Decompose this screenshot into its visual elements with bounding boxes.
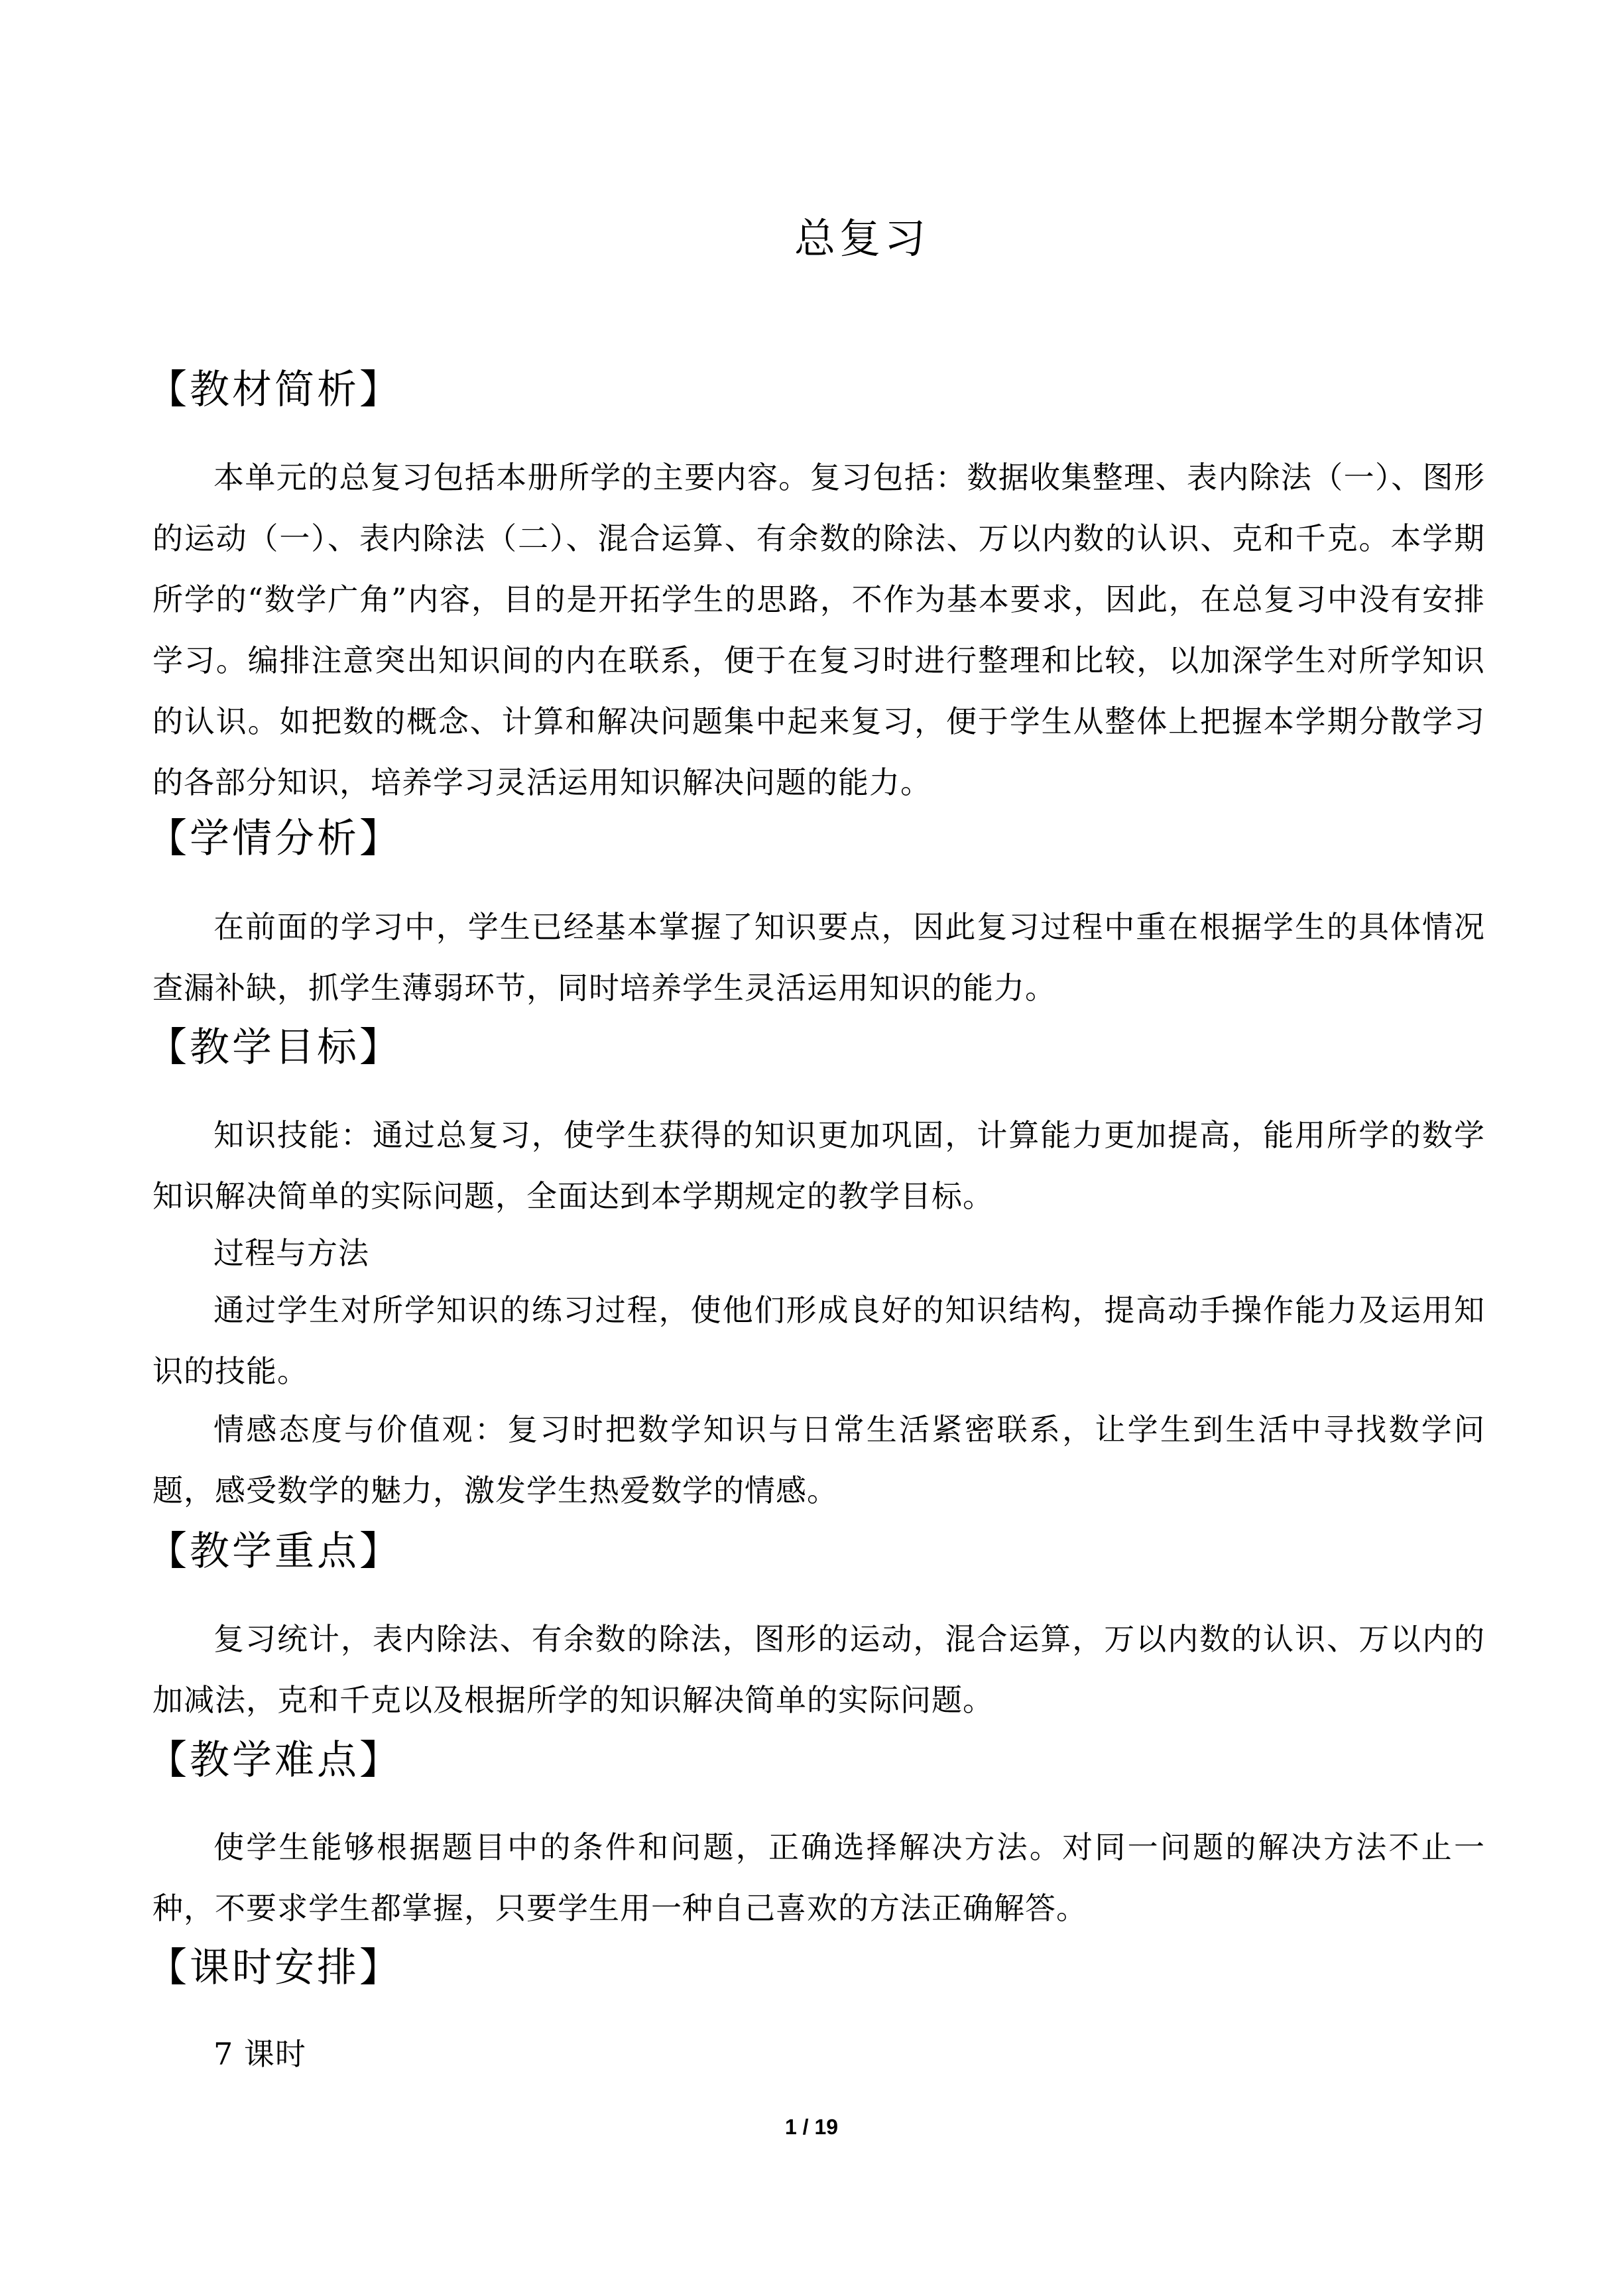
paragraph-process-method-label: 过程与方法 (213, 1235, 369, 1271)
section-heading-teaching-goals: 【教学目标】 (147, 1024, 402, 1071)
paragraph-process-method: 通过学生对所学知识的练习过程，使他们形成良好的知识结构，提高动手操作能力及运用知识的技能。 (152, 1292, 1485, 1389)
page-number: 1 / 19 (784, 2115, 839, 2139)
paragraph-knowledge-skills: 知识技能：通过总复习，使学生获得的知识更加巩固，计算能力更加提高，能用所学的数学知识解决简单的实际问题，全面达到本学期规定的教学目标。 (152, 1117, 1485, 1214)
paragraph-difficult-points: 使学生能够根据题目中的条件和问题，正确选择解决方法。对同一问题的解决方法不止一种，不要求学生都掌握，只要学生用一种自己喜欢的方法正确解答。 (152, 1829, 1485, 1926)
section-heading-class-schedule: 【课时安排】 (147, 1945, 402, 1991)
paragraph-class-schedule: 7 课时 (213, 2036, 306, 2072)
paragraph-key-points: 复习统计，表内除法、有余数的除法，图形的运动，混合运算，万以内数的认识、万以内的加减法，克和千克以及根据所学的知识解决简单的实际问题。 (152, 1621, 1485, 1718)
section-heading-textbook-analysis: 【教材简析】 (147, 367, 402, 413)
section-heading-key-points: 【教学重点】 (147, 1528, 402, 1575)
section-heading-learning-analysis: 【学情分析】 (147, 816, 402, 862)
paragraph-emotion-attitude: 情感态度与价值观：复习时把数学知识与日常生活紧密联系，让学生到生活中寻找数学问题，感受数学的魅力，激发学生热爱数学的情感。 (152, 1412, 1485, 1508)
paragraph-textbook-analysis: 本单元的总复习包括本册所学的主要内容。复习包括：数据收集整理、表内除法（一）、图形的运动（一）、表内除法（二）、混合运算、有余数的除法、万以内数的认识、克和千克。本学期所学的“数学广角”内容，目的是开拓学生的思路，不作为基本要求，因此，在总复习中没有安排学习。编排注意突出知识间的内在联系，便于在复习时进行整理和比较，以加深学生对所学知识的认识。如把数的概念、计算和解决问题集中起来复习，便于学生从整体上把握本学期分散学习的各部分知识，培养学习灵活运用知识解决问题的能力。 (152, 459, 1485, 800)
paragraph-learning-analysis: 在前面的学习中，学生已经基本掌握了知识要点，因此复习过程中重在根据学生的具体情况查漏补缺，抓学生薄弱环节，同时培养学生灵活运用知识的能力。 (152, 909, 1485, 1006)
section-heading-difficult-points: 【教学难点】 (147, 1737, 402, 1783)
document-title: 总复习 (794, 214, 930, 263)
